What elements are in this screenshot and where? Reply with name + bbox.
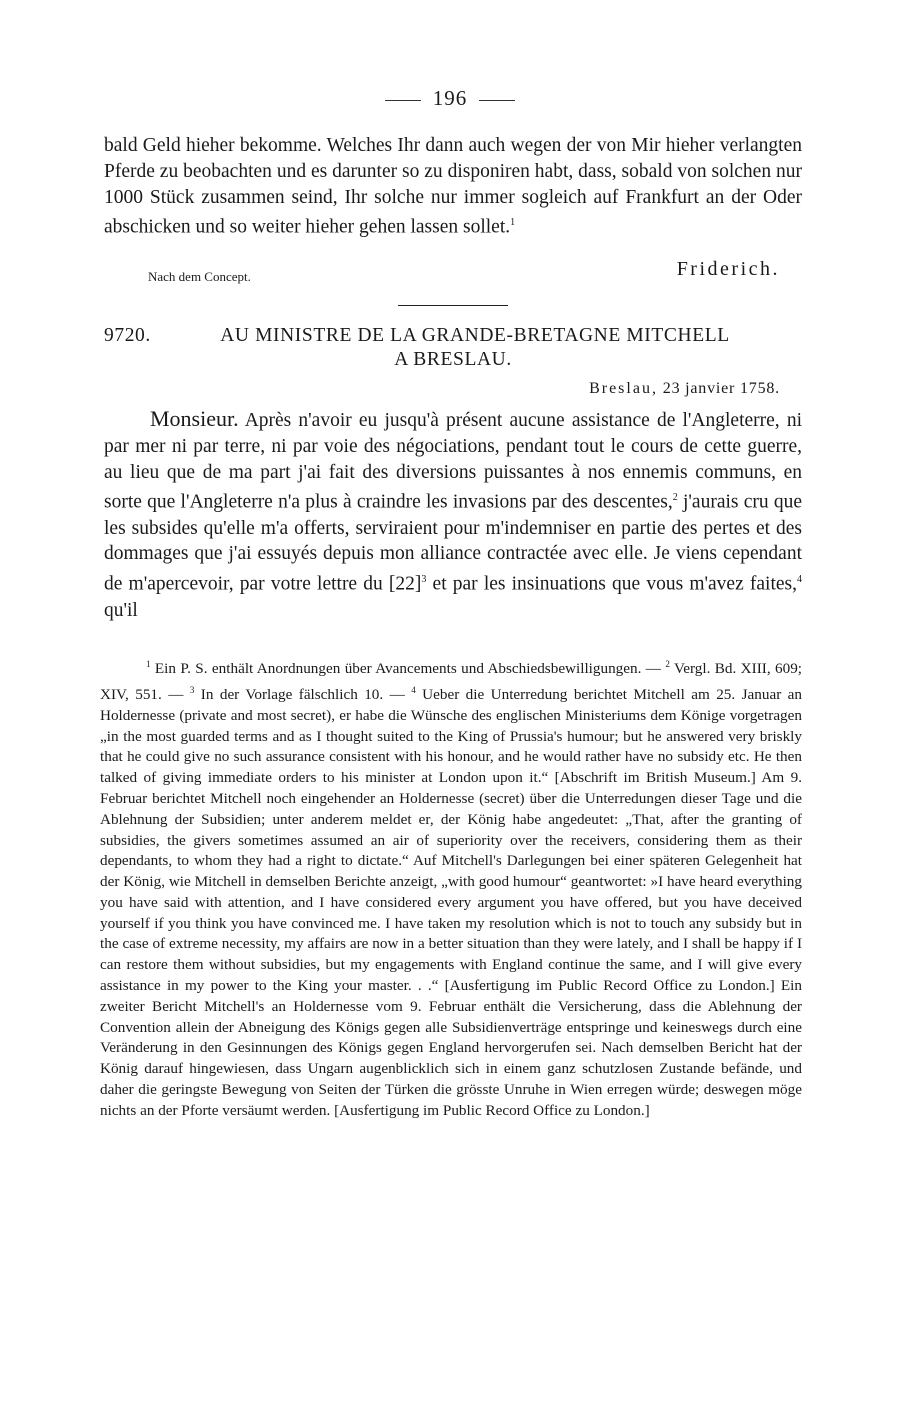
salutation: Monsieur.	[150, 406, 239, 431]
footnote-mark-3: 3	[189, 684, 195, 695]
footnote-1: Ein P. S. enthält Anordnungen über Avancements und Abschiedsbewilligungen. —	[154, 660, 661, 678]
letter-text-part-4: qu'il	[104, 599, 138, 621]
footnotes	[100, 654, 802, 1122]
footnote-4: Ueber die Unterredung berichtet Mitchell am 25. Januar an Holdernesse (private and most secret), er habe die Wünsche des englischen Ministeriums dem Könige vorgetragen „in the most guarded terms and as I thought suited to the King of Prussia's humour; but he answered very briskly that he could give no such assurance consistent with his honour, and he would rather have no subsidy etc. He then talked of giving immediate orders to his minister at London upon it.“ [Abschrift im British Museum.] Am 9. Februar berichtet Mitchell noch eingehender an Holdernesse (secret) über die Unterredungen dieser Tage und die Ablehnung der Subsidien; unter anderem meldet er, der König habe angedeutet: „That, after the granting of subsidies, the givers sometimes assumed an air of superiority over the receivers, considering them as their dependants, to whom they had a right to dictate.“ Auf Mitchell's Darlegungen bei einer späteren Gelegenheit hat der König, wie Mitchell in demselben Berichte anzeigt, „with good humour“ geantwortet: »I have heard everything you have said with attention, and I have considered every argument you have offered, but you have deceived yourself if you think you have convinced me. I have taken my resolution which is not to touch any subsidy but in the case of extreme necessity, my affairs are now in a better situation than they were lately, and I shall be happy if I can restore them without subsidies, but my engagements with England continue the same, and I will give every assistance in my power to the King your master. . .“ [Ausfertigung im Public Record Office zu London.] Ein zweiter Bericht Mitchell's an Holdernesse vom 9. Februar enthält die Versicherung, dass die Ablehnung der Convention allein der Abneigung des Königs gegen alle Subsidienverträge entspringe und keineswegs durch eine Veränderung in den Gesinnungen des Königs gegen England hervorgerufen sei. Nach demselben Bericht hat der König darauf hingewiesen, dass Ungarn augenblicklich sich in einem ganz schutzlosen Zustande befände, und daher die geringste Bewegung von Seiten der Türken die grösste Unruhe in Wien erregen würde; deswegen möge nichts an der Pforte versäumt werden. [Ausfertigung im Public Record Office zu London.]	[100, 685, 803, 1119]
footnote-3: In der Vorlage fälschlich 10. —	[200, 685, 405, 703]
document-heading	[104, 324, 802, 372]
dateline	[589, 380, 780, 398]
page-number: 196	[432, 86, 468, 110]
page-number-header	[0, 86, 900, 111]
footnote-mark-4: 4	[411, 684, 416, 695]
source-note: Nach dem Concept.	[148, 269, 251, 284]
header-dash-right	[479, 100, 515, 101]
signature: Friderich.	[676, 258, 780, 280]
letter-text-part-2: j'aurais cru que les subsides qu'elle m'a offerts, serviraient pour m'indemniser en partie des pertes et des dommages que j'ai essuyés depuis mon alliance contractée avec elle. Je viens cependant de m'apercevoir, par votre lettre du [22]	[104, 491, 803, 595]
section-divider	[398, 305, 508, 306]
carry-over-paragraph	[104, 133, 802, 241]
date-text: 23 janvier 1758.	[662, 380, 780, 397]
footnote-ref-2: 2	[672, 492, 678, 504]
letter-text-part-1: Après n'avoir eu jusqu'à présent aucune assistance de l'Angleterre, ni par mer ni par terre, ni par voie des négociations, pendant tout le cours de cette guerre, au lieu que de ma part j'ai fait des diversions puissantes à nos ennemis communs, en sorte que l'Angleterre n'a plus à craindre les invasions par des descentes,	[104, 410, 802, 513]
footnote-2: Vergl. Bd. XIII, 609; XIV, 551. —	[100, 660, 803, 703]
footnote-ref-4: 4	[797, 574, 802, 586]
date-place: Breslau,	[589, 380, 658, 397]
footnote-mark-2: 2	[665, 659, 670, 669]
letter-body	[104, 406, 802, 623]
footnote-ref-1: 1	[510, 217, 516, 229]
letter-text-part-3: et par les insinuations que vous m'avez faites,	[426, 573, 797, 595]
carry-over-text: bald Geld hieher bekomme. Welches Ihr dann auch wegen der von Mir hieher verlangten Pferde zu beobachten und es darunter so zu disponiren habt, dass, sobald von solchen nur 1000 Stück zusammen seind, Ihr solche nur immer sogleich auf Frankfurt an der Oder abschicken und so weiter hieher gehen lassen sollet.	[104, 135, 802, 238]
footnote-mark-1: 1	[146, 659, 151, 669]
document-title-line-2: A BRESLAU.	[394, 349, 512, 370]
header-dash-left	[385, 100, 421, 101]
footnote-ref-3: 3	[421, 574, 427, 586]
document-number: 9720.	[104, 325, 151, 346]
document-title-line-1: AU MINISTRE DE LA GRANDE-BRETAGNE MITCHELL	[220, 325, 730, 346]
